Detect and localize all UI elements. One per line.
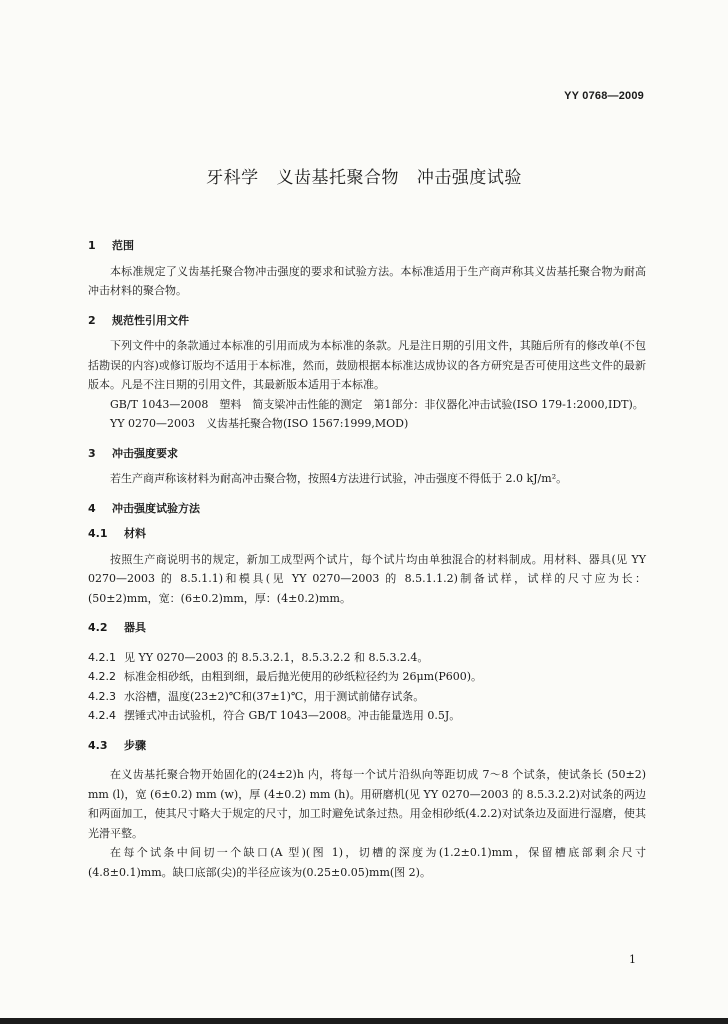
scan-edge-bar — [0, 1018, 728, 1024]
subsection-4-3-heading — [88, 736, 646, 756]
section-title: 冲击强度试验方法 — [112, 501, 200, 515]
subsection-title: 步骤 — [124, 738, 146, 752]
section-1-paragraph: 本标准规定了义齿基托聚合物冲击强度的要求和试验方法。本标准适用于生产商声称其义齿基托聚合物为耐高冲击材料的聚合物。 — [88, 264, 646, 297]
item-text: 摆锤式冲击试验机，符合 GB/T 1043—2008。冲击能量选用 0.5J。 — [124, 709, 461, 722]
section-4-heading — [88, 499, 646, 519]
standard-code: YY 0768—2009 — [564, 90, 644, 102]
subsection-number: 4.2 — [88, 621, 108, 634]
section-3-paragraph: 若生产商声称该材料为耐高冲击聚合物，按照4方法进行试验，冲击强度不得低于 2.0 kJ/m²。 — [110, 472, 568, 485]
item-text: 标准金相砂纸，由粗到细，最后抛光使用的砂纸粒径约为 26μm(P600)。 — [124, 670, 483, 683]
title-part-2: 义齿基托聚合物 — [276, 168, 399, 188]
subsection-title: 材料 — [124, 527, 146, 540]
item-number: 4.2.1 — [88, 650, 116, 664]
section-title: 范围 — [112, 239, 134, 252]
section-1-heading — [88, 236, 646, 256]
reference-yy-0270: YY 0270—2003 义齿基托聚合物(ISO 1567:1999,MOD) — [110, 417, 409, 430]
section-2-heading — [88, 311, 646, 331]
section-number: 3 — [88, 446, 96, 460]
subsection-4-2-heading — [88, 618, 646, 638]
subsection-title: 器具 — [124, 621, 146, 634]
subsection-4-1-heading — [88, 524, 646, 544]
subsection-number: 4.1 — [88, 527, 108, 540]
section-title: 冲击强度要求 — [112, 446, 178, 460]
item-number: 4.2.2 — [88, 670, 116, 683]
title-part-1: 牙科学 — [206, 168, 259, 188]
document-body — [88, 236, 646, 882]
title-part-3: 冲击强度试验 — [416, 168, 522, 188]
subsection-number: 4.3 — [88, 738, 108, 752]
list-item — [88, 648, 646, 668]
item-number: 4.2.3 — [88, 689, 116, 703]
reference-gbt-1043: GB/T 1043—2008 塑料 简支梁冲击性能的测定 第1部分：非仪器化冲击试验(ISO 179-1:2000,IDT)。 — [110, 397, 644, 411]
page-title — [0, 163, 728, 188]
item-number: 4.2.4 — [88, 709, 116, 722]
item-text: 水浴槽，温度(23±2)℃和(37±1)℃，用于测试前储存试条。 — [124, 689, 425, 703]
list-item — [88, 706, 646, 726]
section-3-heading — [88, 444, 646, 464]
list-item — [88, 687, 646, 707]
section-number: 1 — [88, 239, 96, 252]
subsection-4-1-paragraph: 按照生产商说明书的规定，新加工成型两个试片，每个试片均由单独混合的材料制成。用材料、器具(见 YY 0270—2003 的 8.5.1.1)和模具(见 YY 0270—2003 的 8.5.1.1.2)制备试样，试样的尺寸应为长：(50±2)mm，宽：(6±0.2)mm，厚：(4±0.2)mm。 — [88, 552, 646, 605]
list-item — [88, 667, 646, 687]
section-number: 2 — [88, 313, 96, 327]
subsection-4-3-paragraph-1: 在义齿基托聚合物开始固化的(24±2)h 内，将每一个试片沿纵向等距切成 7～8 个试条，使试条长 (50±2) mm (l)，宽 (6±0.2) mm (w)，厚 (4±0.2) mm (h)。用研磨机(见 YY 0270—2003 的 8.5.3.2.2)对试条的两边和两面加工，使其尺寸略大于规定的尺寸，加工时避免试条过热。用金相砂纸(4.2.2)对试条边及面进行湿磨，使其光滑平整。 — [88, 768, 646, 840]
item-text: 见 YY 0270—2003 的 8.5.3.2.1，8.5.3.2.2 和 8.5.3.2.4。 — [124, 650, 429, 664]
section-title: 规范性引用文件 — [112, 313, 189, 327]
page-number: 1 — [629, 953, 636, 966]
section-2-paragraph: 下列文件中的条款通过本标准的引用而成为本标准的条款。凡是注日期的引用文件，其随后所有的修改单(不包括勘误的内容)或修订版均不适用于本标准，然而，鼓励根据本标准达成协议的各方研究是否可使用这些文件的最新版本。凡是不注日期的引用文件，其最新版本适用于本标准。 — [88, 339, 646, 391]
section-number: 4 — [88, 501, 96, 515]
subsection-4-3-paragraph-2: 在每个试条中间切一个缺口(A 型)(图 1)，切槽的深度为(1.2±0.1)mm，保留槽底部剩余尺寸(4.8±0.1)mm。缺口底部(尖)的半径应该为(0.25±0.05)mm(图 2)。 — [88, 846, 646, 879]
